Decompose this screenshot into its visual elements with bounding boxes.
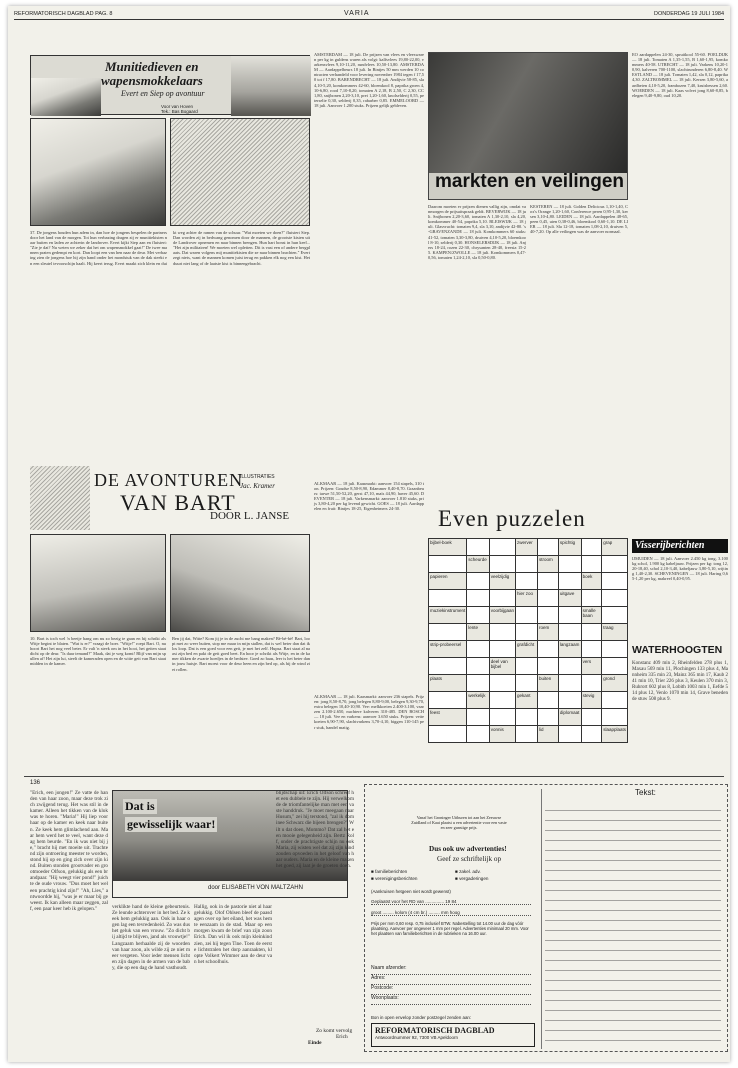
puzzle-clue-cell: papieren	[429, 573, 467, 590]
puzzle-row	[429, 607, 628, 624]
puzzle-row	[429, 624, 628, 641]
puzzle-clue-cell: werkelijk	[467, 692, 489, 709]
ad-divider	[541, 789, 542, 1049]
puzzle-clue-cell: deel van bijbel	[489, 658, 515, 675]
puzzle-answer-cell[interactable]	[489, 641, 515, 658]
puzzle-clue-cell: gekant	[516, 692, 538, 709]
field-name[interactable]: Naam afzender:	[371, 965, 531, 975]
ad-footer-box	[371, 1023, 535, 1047]
puzzle-answer-cell[interactable]	[467, 658, 489, 675]
puzzle-answer-cell[interactable]	[429, 692, 467, 709]
bart-illus-name: Jac. Kramer	[240, 482, 275, 490]
puzzle-answer-cell[interactable]	[538, 573, 559, 590]
puzzle-answer-cell[interactable]	[489, 556, 515, 573]
author-sign: Erich	[336, 1034, 348, 1040]
market-photo	[429, 53, 627, 173]
puzzle-answer-cell[interactable]	[558, 658, 581, 675]
fish-header	[632, 539, 728, 553]
continuation-label: Zo komt vervolg	[316, 1028, 353, 1034]
field-address[interactable]: Adres:	[371, 975, 531, 985]
puzzle-answer-cell[interactable]	[516, 607, 538, 624]
puzzle-answer-cell[interactable]	[489, 692, 515, 709]
market-title: markten en veilingen	[435, 171, 625, 192]
puzzle-answer-cell[interactable]	[467, 726, 489, 743]
puzzle-answer-cell[interactable]	[581, 675, 602, 692]
puzzle-answer-cell[interactable]	[581, 590, 602, 607]
market-header	[428, 52, 628, 200]
puzzle-answer-cell[interactable]	[516, 556, 538, 573]
puzzle-answer-cell[interactable]	[581, 624, 602, 641]
mid-column-2: ALKMAAR — 18 juli. Kaasmarkt: aanvoer 236 stapels. Prijzen: jong 8,50-8,70, jong belegen 8,80-9,00, belegen 9,30-9,70, extra belegen 10,40-10,90. Vee: melkkoeien 2.400-3.100, vaarzen 2.100-2.650, nuchtere kalveren 310-485. DEN BOSCH — 18 juli. Vee en varkens: aanvoer 3.650 stuks. Prijzen: vette koeien 6,90-7,90, slachtvarkens 3,70-4,10, biggen 110-145 per stuk, handel matig.	[314, 694, 426, 730]
feuilleton-column-3: Hallig, ook in de pastorie niet al haar gelukkig. Olof Ohlsen bleef de paasdagen over op het eiland, het was hem te eenzaam in de stad. Maar op een morgen kwam de brief van zijn zoon Erich. Dan wil ik ook mijn kleinkind zien, zei hij tegen Tine. Toen de eerste lichtstralen het dorp aanraakten, klopte Volkert Wimmer aan de deur van het schoolhuis.	[194, 904, 274, 965]
ad-placement-field[interactable]: Geplaatst voor het RD van ............... 19 84	[371, 899, 531, 905]
puzzle-answer-cell[interactable]	[602, 573, 628, 590]
water-header	[632, 644, 728, 658]
puzzle-clue-cell: spichtig	[558, 539, 581, 556]
puzzle-clue-cell: feest	[429, 709, 467, 726]
ad-hint: (Aankruisen hetgeen niet wordt gewenst)	[371, 889, 451, 894]
puzzle-clue-cell: stevig	[581, 692, 602, 709]
puzzle-answer-cell[interactable]	[489, 675, 515, 692]
puzzle-title: Even puzzelen	[438, 506, 586, 531]
puzzle-answer-cell[interactable]	[516, 709, 538, 726]
puzzle-clue-cell: diplomaat	[558, 709, 581, 726]
puzzle-clue-cell: grond	[602, 675, 628, 692]
puzzle-answer-cell[interactable]	[602, 607, 628, 624]
puzzle-answer-cell[interactable]	[538, 590, 559, 607]
comic-panels	[30, 118, 310, 226]
puzzle-clue-cell: boek	[581, 573, 602, 590]
puzzle-answer-cell[interactable]	[429, 658, 467, 675]
puzzle-clue-cell: strip-probeersel	[429, 641, 467, 658]
puzzle-clue-cell: plaats	[429, 675, 467, 692]
puzzle-answer-cell[interactable]	[581, 539, 602, 556]
puzzle-answer-cell[interactable]	[538, 709, 559, 726]
puzzle-clue-cell: traag	[602, 624, 628, 641]
masthead-date: DONDERDAG 19 JULI 1984	[654, 11, 724, 17]
masthead-section: VARIA	[344, 10, 370, 17]
puzzle-answer-cell[interactable]	[581, 641, 602, 658]
puzzle-row	[429, 556, 628, 573]
puzzle-answer-cell[interactable]	[467, 641, 489, 658]
panel-boys-hiding	[30, 118, 166, 226]
puzzle-answer-cell[interactable]	[489, 590, 515, 607]
puzzle-answer-cell[interactable]	[602, 692, 628, 709]
puzzle-answer-cell[interactable]	[602, 641, 628, 658]
puzzle-answer-cell[interactable]	[467, 573, 489, 590]
market-column-3: KESTEREN — 18 juli. Golden Delicious 1,10-1,40, Cox's Orange 1,20-1,60, Conference peren 0,95-1,30, kersen 3,10-4,80. LEIDEN — 18 juli. Aardappelen 48-65, peen 0,45, uien 0,38-0,46, bloemkool 0,60-1,10. DE LIER — 18 juli. Sla 12-18, tomaten 1,08-2,10, druiven 5,40-7,20. Op alle veilingen was de aanvoer normaal.	[530, 204, 630, 235]
puzzle-row	[429, 709, 628, 726]
puzzle-answer-cell[interactable]	[429, 590, 467, 607]
puzzle-answer-cell[interactable]	[516, 573, 538, 590]
puzzle-answer-cell[interactable]	[602, 658, 628, 675]
ad-footer-name: REFORMATORISCH DAGBLAD	[375, 1026, 495, 1035]
bart-panels	[30, 534, 310, 632]
puzzle-answer-cell[interactable]	[538, 539, 559, 556]
masthead-left: REFORMATORISCH DAGBLAD PAG. 8	[14, 11, 113, 17]
feuilleton-column-2: verklikte hand de kleine gebeurtenis. Ze leunde achterover in het bed. Ze keek hem gelukkig aan. Ook in haar ogen lag een tevredenheid. Zo was dus het geluk van een vrouw. "Zo dicht bij altijd te blijven, jand als vrouwtje!" Langzaam herhaalde zij de woorden van haar zoon, als wilde zij ze niet meer vergeten. Voor ieder mensen lichten zijn dagen in de armen van de baby, die op een dag de hand vasthoudt.	[112, 904, 192, 971]
puzzle-answer-cell[interactable]	[538, 641, 559, 658]
puzzle-answer-cell[interactable]	[581, 726, 602, 743]
puzzle-clue-cell: vers	[581, 658, 602, 675]
field-postcode[interactable]: Postcode:	[371, 985, 531, 995]
puzzle-clue-cell: zwerver	[516, 539, 538, 556]
panel-bart-bed	[30, 534, 166, 632]
ad-size-field[interactable]: groot ......... kolom (4 cm br.) ......... mm hoog	[371, 910, 531, 916]
ad-options	[371, 869, 541, 887]
puzzle-row	[429, 539, 628, 556]
bart-caption-right: Ben jij dat, Witte? Kom jij je in de zucht me bang maken? Bè-bè-bè! Bart, loopt met zo weer buiten, stop me maar in mijn stallen, dat is wel beter dan dat ik los loop. Dat is een goed voor een geit, je met het zelf. Hupsa. Bart staat al naast zijn bed en pakt de geit goed beet. En hoor je schrikt als Witje, en in de kamer tikken de zwarte hoedjes in de bedstee. Goed zo baas, leer is het beter dan in jouw huisje. Bart moest voor de deur heen en zijn bed op, als hij de wind ziet rollen.	[172, 636, 312, 672]
option-meetings[interactable]: ■ vergaderingen	[455, 876, 489, 881]
puzzle-clue-cell: grap	[602, 539, 628, 556]
feuilleton-end	[276, 1028, 354, 1048]
puzzle-answer-cell[interactable]	[538, 692, 559, 709]
puzzle-answer-cell[interactable]	[429, 556, 467, 573]
feuilleton-column-4: blijdschap uit: Erich Olfson schreef het een dubbele te zijn. Hij verwelkomde de triomfantelijke man met een vaste handdruk. "Je moet meegaan naar Husum," zei hij terstond, "zal ik dominee Schwarz die bijeen brengen?" Wilt u dat doen, Mommo? Dat zal het een mooie gelegenheid zijn. Bertz Rolf, onder de prachtigste schijn nu ook Maria, zij wisten wel dat zij zijn kind zouden opvoeden in het geloof van haar ouders. Maria en de kleine maken het goed, zij laat je de groeten doen.	[276, 790, 356, 870]
comic-top-header	[30, 55, 310, 115]
water-title: WATERHOOGTEN	[632, 644, 723, 656]
puzzle-clue-cell: smalle baan	[581, 607, 602, 624]
puzzle-answer-cell[interactable]	[602, 709, 628, 726]
car-illustration	[31, 78, 101, 116]
panel-goat	[170, 534, 310, 632]
puzzle	[428, 506, 628, 768]
option-family[interactable]: ■ familieberichten	[371, 869, 408, 874]
ad-writing-lines	[545, 801, 721, 1047]
section-divider	[24, 776, 724, 777]
ad-footer-address: Antwoordnummer 92, 7300 VB Apeldoorn	[375, 1035, 459, 1040]
bart-byline: DOOR L. JANSE	[210, 510, 290, 522]
puzzle-row	[429, 692, 628, 709]
market-column-2: Daarom moeten er prijzen dienen vallig zijn, omdat vanmorgen de prijsuitspraak geldt. BEVERWIJK — 18 juli. Snijbonen 2,20-3,60, tomaten A 1,30-2,10, sla 4,20, komkommer 40-54, paprika 5,10. BLEISWIJK — 18 juli. Glasvrucht: tomaten 9,4, sla 3,10, andijvie 42-80. 's-GRAVENZANDE — 18 juli. Komkommers 60 stuks: 41-52, tomaten 3,30-3,80, druiven 4,10-5,20, bloemkool 8-10, selderij 0,30. HONSELERSDIJK — 18 juli. Anjers 18-24, rozen 22-30, chrysanten 28-40, freesia 15-25. KAMPEN/ZWOLLE — 18 juli. Komkommers 0,47-0,56, tomaten 1,24-2,10, sla 0,50-0,80.	[428, 204, 528, 260]
puzzle-answer-cell[interactable]	[467, 675, 489, 692]
puzzle-clue-cell: langzaam	[558, 641, 581, 658]
puzzle-clue-cell: voorbijgaan	[489, 607, 515, 624]
puzzle-answer-cell[interactable]	[429, 726, 467, 743]
comic-title-1: Munitiedieven en	[105, 59, 199, 74]
image-title-1: Dat is	[125, 799, 155, 813]
bart-illus-label: ILLUSTRATIES	[240, 474, 275, 480]
puzzle-clue-cell: uitgave	[558, 590, 581, 607]
bart-header-art	[30, 466, 90, 530]
ad-coupon	[364, 784, 728, 1052]
bart-header	[30, 466, 310, 530]
puzzle-clue-cell: vonnis	[489, 726, 515, 743]
puzzle-grid	[428, 538, 628, 743]
puzzle-answer-cell[interactable]	[581, 709, 602, 726]
puzzle-answer-cell[interactable]	[558, 692, 581, 709]
puzzle-answer-cell[interactable]	[467, 539, 489, 556]
fish-title: Visserijberichten	[635, 540, 705, 551]
option-associations-label: verenigingsberichten	[375, 876, 418, 881]
puzzle-answer-cell[interactable]	[516, 675, 538, 692]
puzzle-clue-cell: grafdicht	[516, 641, 538, 658]
puzzle-row	[429, 658, 628, 675]
comic-title-2: wapensmokkelaars	[101, 73, 203, 88]
option-business-label: zakel. adv.	[459, 869, 481, 874]
puzzle-answer-cell[interactable]	[602, 590, 628, 607]
puzzle-row	[429, 573, 628, 590]
puzzle-clue-cell: buiten	[538, 675, 559, 692]
comic-caption: 37. De jongens houden hun adem in, dan hoe de jongens bespelen de partners door het land van de morgen. Tot hun verbazing dragen zij er munitiekisten naar buiten en laden ze achterin de landrover. Evert kijkt Siep aan en fluistert: "Zie je dat? Nu weten we zeker dat het om wapensmokkel gaat!" De twee mannen praten gedempt en kort. Dan loopt een van hen naar de deur. Met verbazing zien de jongens hoe hij zijn hand onder het mondstuk van de dak steekt en een sleutel tevoorschijn haalt. Hij keert terug. Evert maakt zich klein en duikt weg achter de ramen van de schuur. "Wat moeten we doen?" fluistert Siep. Dan worden zij in bedwang genomen door de mannen, de grootste kisten uit de Landrover opnemen en naar binnen brengen. Hun hart bonst in hun keel... "Het zijn militairen! We moeten wel opletten. Dit is vast een of andere bergplaats. Dat waren volgens mij munitiekisten die ze naar binnen brachten." Evert zegt niets, want de mannen komen juist terug en pakken elk nog een kist. Het duurt niet lang of de laatste kist is binnengebracht.	[30, 230, 312, 266]
puzzle-answer-cell[interactable]	[489, 624, 515, 641]
puzzle-answer-cell[interactable]	[516, 658, 538, 675]
ad-tekst-label: Tekst:	[635, 788, 656, 797]
ad-slogan-2: Geef ze schriftelijk op	[437, 855, 502, 863]
puzzle-clue-cell: muziekinstrument	[429, 607, 467, 624]
puzzle-answer-cell[interactable]	[516, 624, 538, 641]
feuilleton-number: 136	[30, 780, 41, 786]
puzzle-answer-cell[interactable]	[558, 607, 581, 624]
option-business[interactable]: ■ zakel. adv.	[455, 869, 481, 874]
puzzle-clue-cell: slaapplaats	[602, 726, 628, 743]
puzzle-answer-cell[interactable]	[516, 726, 538, 743]
puzzle-answer-cell[interactable]	[538, 658, 559, 675]
feuilleton-byline: door ELISABETH VON MALTZAHN	[208, 885, 303, 891]
comic-subtitle: Evert en Siep op avontuur	[121, 89, 205, 98]
puzzle-row	[429, 590, 628, 607]
puzzle-answer-cell[interactable]	[558, 556, 581, 573]
puzzle-answer-cell[interactable]	[467, 607, 489, 624]
ad-fields	[371, 965, 531, 1005]
image-title-2: gewisselijk waar!	[127, 817, 216, 831]
bart-caption-left: 10. Bart is toch wel 'n beetje bang om nu zo bezig te gaan en hij schrikt als Witje begint te blaten. "Wat is er?" vraagt de boer. "Witje!" roept Bart. O, nu hoort Bart het nog veel beter. Er valt 'n steek om in het hooi, het geiten staat dicht op de deur. "Is daar iemand?" Maak, dat je weg komt! Blijf van mijn spullen af! Het zijn lui, steelt de kameraden open en de witte geit van Bart staat midden in de kamer.	[30, 636, 168, 667]
fish-text: IJMUIDEN — 18 juli. Aanvoer 2.450 kg tong, 3.100 kg schol, 1.900 kg kabeljauw. Prijzen per kg: tong 12,20-18,40, schol 2,10-3,40, kabeljauw 3,80-5,10, wijting 1,40-2,30. SCHEVENINGEN — 18 juli. Haring 0,65-1,20 per kg, makreel 0,40-0,95.	[632, 556, 730, 582]
puzzle-clue-cell: roem	[538, 624, 559, 641]
option-family-label: familieberichten	[375, 869, 408, 874]
comic-credit-text: Voor van Hoven	[161, 104, 194, 109]
mid-column-1: ALKMAAR — 18 juli. Kaasmarkt: aanvoer 154 stapels, 310 ton. Prijzen: Goudse 8,50-8,90, Edammer 8,40-8,70. Graanbeurs: tarwe 51,50-52,20, gerst 47,10, maïs 44,90, haver 45,60. DEVENTER — 18 juli. Varkensmarkt: aanvoer 1.810 stuks, prijs 3,80-4,20 per kg levend gewicht. GOES — 18 juli. Aardappelen en fruit: Bintjes 18-25, Eigenheimers 24-30.	[314, 481, 424, 512]
option-meetings-label: vergaderingen	[459, 876, 489, 881]
newspaper-page	[8, 6, 730, 1062]
puzzle-row	[429, 726, 628, 743]
bart-title-1: DE AVONTUREN	[94, 470, 244, 490]
puzzle-answer-cell[interactable]	[429, 624, 467, 641]
market-column-4: EO aardappelen 24-30, spruitkool 55-60. POELDIJK — 18 juli. Tomaten A 1,35-1,55, B 1,60-1,95, komkommers 40-58. UTRECHT — 18 juli. Varkens 10,20-10,90, kalveren 700-1100, slachtrunderen 6,80-8,40. WESTLAND — 18 juli. Tomaten 1,42, sla 0,12, paprika 4,30. ZALTBOMMEL — 18 juli. Kersen 3,80-5,60, aardbeien 4,10-5,20, frambozen 7,40, kruisbessen 2,60. WOERDEN — 18 juli. Kaas volvet jong 8,60-8,85, belegen 9,40-9,80, oud 10,20.	[632, 52, 730, 98]
puzzle-answer-cell[interactable]	[489, 539, 515, 556]
ad-slogan-1: Dus ook uw advertenties!	[429, 845, 507, 853]
masthead	[14, 10, 724, 20]
puzzle-answer-cell[interactable]	[602, 556, 628, 573]
puzzle-answer-cell[interactable]	[558, 624, 581, 641]
puzzle-answer-cell[interactable]	[558, 726, 581, 743]
puzzle-row	[429, 675, 628, 692]
puzzle-answer-cell[interactable]	[467, 709, 489, 726]
ad-price-note: Prijs per mm 0,60 resp. 0,75 inclusief BTW. Nabestelling tot 14.00 uur de dag vóór plaatsing. Aanvoer per ongeveer 1 mm per regel. Advertenties minimaal 20 mm. Voor het plaatsen van familieberichten in de rubrieken na 16.00 uur.	[371, 921, 529, 936]
panel-barn	[170, 118, 310, 226]
boys-portrait	[231, 56, 311, 116]
puzzle-answer-cell[interactable]	[558, 573, 581, 590]
puzzle-row	[429, 641, 628, 658]
market-column-1: AMSTERDAM — 18 juli. De prijzen van vlees en vleeswaren per kg in guldens waren als volgt: kalfsvlees 19,80-22,00, varkensvlees 9,10-11,20, rundvlees 10,50-13,80. AMSTERDAM — Aardappelbeurs 18 juli. In Bintjes 50 mm werden 10 contracten verhandeld voor levering november 1984 tegen f 17,50 tot f 17,80. BARENDRECHT — 18 juli. Andijvie 58-85, sla 4,10-5,20, komkommers 42-60, bloemkool 8, paprika groen 4,10-6,80, rood 7,10-8,20, tomaten A 2,18, B 2,50, C 2,30, CC 1,80, snijbonen 2,20-3,10, prei 1,20-1,60, knolselderij 0,55, peterselie 0,30, selderij 0,35, rabarber 0,85. EMMELOORD — 18 juli. Aanvoer 1.200 stuks. Prijzen gelijk gebleven.	[314, 52, 426, 108]
puzzle-answer-cell[interactable]	[581, 556, 602, 573]
comic-credit-drawing: Tek.: Bas Bogaard	[161, 109, 198, 114]
feuilleton-column-1: "Erich, een jongen!" Ze vatte de handen van haar zoon, maar deze trok zich zwijgend terug. Het was stil in de kamer. Alleen het tikken van de klok was te horen. "Maria!" Hij liep voor haar op de kamer en keek naar buiten. Ze keek hem glimlachend aan. Maar hem werd het te veel, want deze dag hem beurde. "En ik was niet bij je," bracht hij met moeite uit. Trachtend zijn ontroering meester te worden, stond hij op en ging zich over zijn kind. Buiten stonden grootvader en grootmoeder Olfson, gelukkig als een brandpaar. "Hij weegt vier pond!" juichte de oude vrouw. "Dus moet het wel een prachtig kind zijn!" "Ah, Lies," antwoordde hij, "was je er maar bij geweest. Ik kan alleen maar zeggen, zalf, een paar keer heb ik gelopen."	[30, 790, 110, 912]
option-associations[interactable]: ■ verenigingsberichten	[371, 876, 418, 881]
einde-label: Einde	[308, 1040, 322, 1046]
ad-footer-note: Bon in open envelop zonder postzegel zenden aan:	[371, 1015, 472, 1020]
water-text: Konstanz 409 min 2, Rheinfelden 278 plus 1, Maxau 569 min 11, Plochingen 133 plus 4, Mannheim 335 min 23, Mainz 365 min 17, Kaub 241 min 10, Trier 226 plus 3, Keulen 370 min 3, Ruhrort 602 plus 8, Lobith 1003 min 1, Eefde 514 plus 12, Venlo 1070 min 14, Grave beneden de stuw 508 plus 9.	[632, 661, 730, 702]
ad-header: Vanaf het Groninger Uitburen tot aan het Zeeuwse Zuidland of Kaai plaatst u een advertentie voor een vaste en zeer gunstige prijs.	[411, 815, 507, 830]
puzzle-answer-cell[interactable]	[489, 709, 515, 726]
bart-title-2: VAN BART	[120, 490, 236, 515]
puzzle-clue-cell: stroom	[538, 556, 559, 573]
field-city[interactable]: Woonplaats:	[371, 995, 531, 1005]
puzzle-answer-cell[interactable]	[558, 675, 581, 692]
puzzle-clue-cell: bijbel-boek	[429, 539, 467, 556]
puzzle-answer-cell[interactable]	[538, 607, 559, 624]
puzzle-clue-cell: lid	[538, 726, 559, 743]
puzzle-clue-cell: scheurde	[467, 556, 489, 573]
puzzle-answer-cell[interactable]	[467, 590, 489, 607]
puzzle-clue-cell: lente	[467, 624, 489, 641]
puzzle-clue-cell: veelzijdig	[489, 573, 515, 590]
puzzle-clue-cell: hier zoo	[516, 590, 538, 607]
